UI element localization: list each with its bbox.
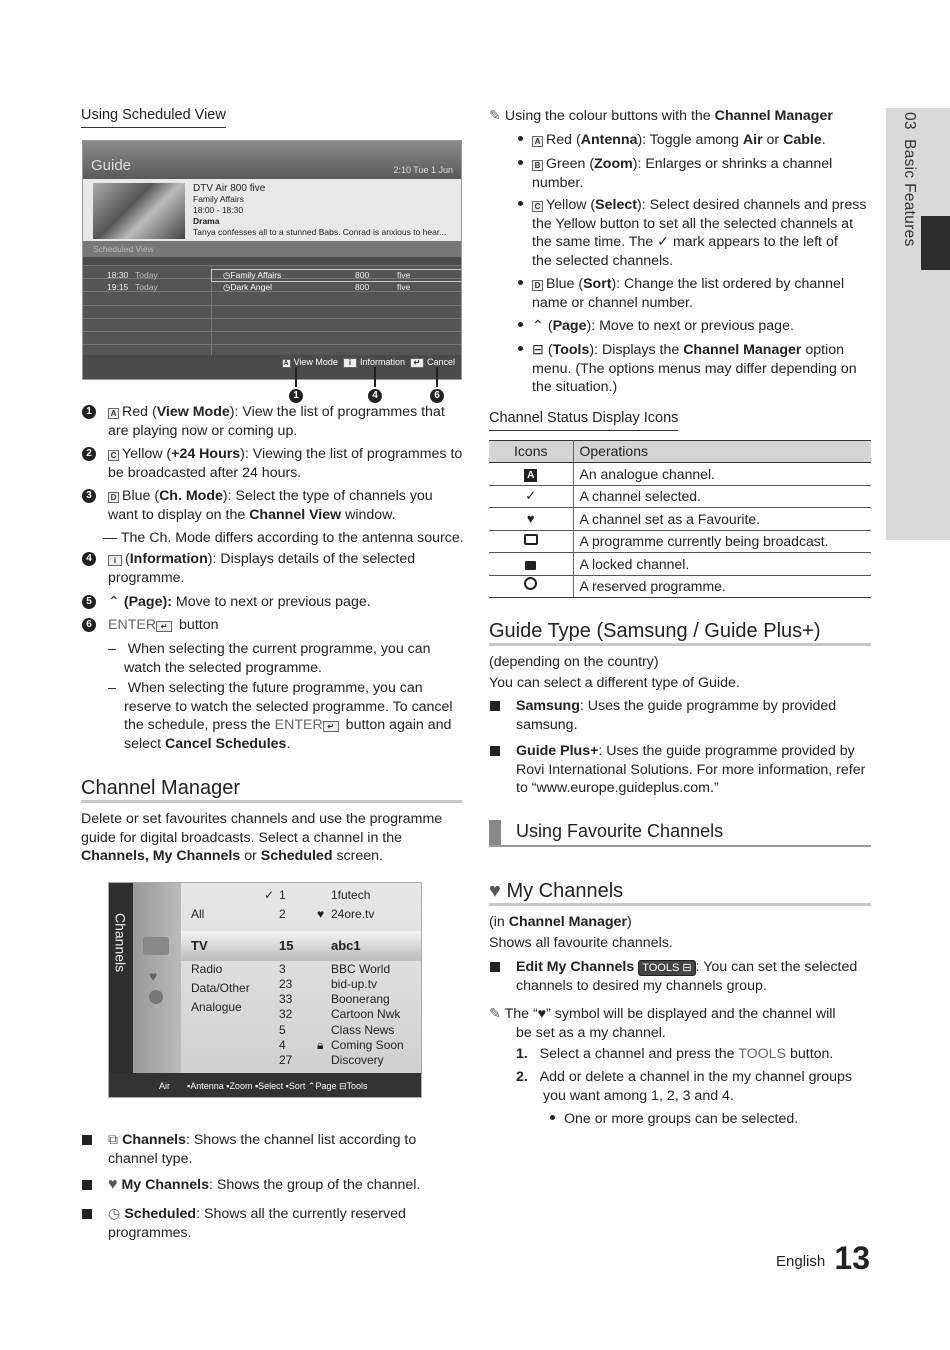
enter-sub-2: – When selecting the future programme, you can reserve to watch the selected programme. To cancel the schedule, press the ENTER ↵ button again and select Cancel Schedules.	[108, 680, 453, 752]
blue-sort-item: D Blue (Sort): Change the list ordered by channel name or channel number.	[532, 276, 845, 311]
item-number: 3	[82, 489, 96, 503]
table-row: A programme currently being broadcast.	[489, 530, 871, 553]
callout-6: 6	[430, 389, 444, 403]
note-pencil-icon: ✎	[489, 1006, 501, 1022]
green-zoom-item: B Green (Zoom): Enlarges or shrinks a channel number.	[532, 156, 833, 191]
my-channels-bullet: ♥ My Channels: Shows the group of the channel.	[108, 1176, 421, 1193]
tools-icon: ⊟	[532, 342, 544, 358]
chapter-side-tab-marker	[921, 216, 950, 270]
ch-mode-note: — The Ch. Mode differs according to the antenna source.	[103, 530, 464, 546]
channel-manager-description: Delete or set favourites channels and use the programme guide for digital broadcasts. Select a channel in the Channels, My Channels or Scheduled screen.	[81, 811, 443, 864]
my-channels-location: (in Channel Manager)	[489, 914, 632, 930]
table-row: A reserved programme.	[489, 575, 871, 598]
samsung-guide-item: Samsung: Uses the guide programme by provided samsung.	[516, 698, 837, 733]
note-pencil-icon: ✎	[489, 108, 501, 124]
heart-symbol-note: ✎ The “♥” symbol will be displayed and the channel will be set as a my channel.	[489, 1006, 836, 1041]
status-icons-table: Icons Operations A An analogue channel. ✓ A channel selected. ♥ A channel set as a Favourite. A programme currently being broadcast. A locked channel. A reserved programme.	[489, 440, 871, 598]
favourite-channels-heading: Using Favourite Channels	[516, 821, 724, 841]
guide-type-intro: You can select a different type of Guide.	[489, 675, 740, 691]
channels-bullet: ⧉ Channels: Shows the channel list according to channel type.	[108, 1132, 417, 1167]
page-language: English	[776, 1253, 826, 1270]
callout-1: 1	[289, 389, 303, 403]
clock-icon: ◷	[108, 1206, 121, 1222]
channels-icon	[143, 937, 169, 955]
schedule-row: 18:30 Today ◷Family Affairs 800 five	[107, 270, 411, 280]
sub-bullet: One or more groups can be selected.	[564, 1111, 799, 1127]
status-icons-heading: Channel Status Display Icons	[489, 409, 678, 431]
edit-my-channels-item: Edit My Channels TOOLS ⊟ : You can set the selected channels to desired my channels group.	[516, 959, 858, 994]
tools-item: ⊟ (Tools): Displays the Channel Manager option menu. (The options menus may differ depending on the situation.)	[532, 342, 857, 395]
enter-sub-1: – When selecting the current programme, you can watch the selected programme.	[108, 641, 431, 676]
my-channels-heading: ♥ My Channels	[489, 880, 624, 902]
scheduled-view-tab: Scheduled View	[83, 241, 462, 257]
callout-4: 4	[368, 389, 382, 403]
heart-icon: ♥	[489, 880, 501, 902]
guide-clock: 2:10 Tue 1 Jun	[393, 165, 453, 175]
item-number: 4	[82, 552, 96, 566]
ch-mode-description: D Blue (Ch. Mode): Select the type of channels you want to display on the Channel View window.	[108, 488, 433, 523]
channel-screen-footer: Air ▪Antenna ▪Zoom ▪Select ▪Sort ⌃Page ⊟Tools	[109, 1073, 422, 1098]
plus-24-hours-description: C Yellow (+24 Hours): Viewing the list of programmes to be broadcasted after 24 hours.	[108, 446, 463, 481]
colour-buttons-note: ✎ Using the colour buttons with the Channel Manager	[489, 108, 833, 124]
heart-icon: ♥	[489, 508, 573, 531]
table-row: A An analogue channel.	[489, 463, 871, 486]
guide-type-heading: Guide Type (Samsung / Guide Plus+)	[489, 620, 821, 642]
enter-icon: ↵	[156, 621, 172, 632]
my-channels-description: Shows all favourite channels.	[489, 935, 673, 951]
guide-screen: Guide 2:10 Tue 1 Jun DTV Air 800 five Family Affairs 18:00 - 18:30 Drama Tanya confesses all to a stunned Babs. Conrad is anxious to hear... Scheduled View 18:30 Today ◷Family Affairs 800 five 19:15 Today ◷Dark Angel 800 five A View Mode i Information ↵ Cancel	[82, 140, 462, 380]
page-description: ⌃ (Page): Move to next or previous page.	[108, 594, 371, 610]
item-number: 6	[82, 618, 96, 632]
programme-thumbnail	[93, 183, 185, 239]
item-number: 1	[82, 405, 96, 419]
item-number: 5	[82, 595, 96, 609]
red-antenna-item: A Red (Antenna): Toggle among Air or Cable.	[532, 131, 826, 150]
item-number: 2	[82, 447, 96, 461]
schedule-row: 19:15 Today ◷Dark Angel 800 five	[107, 282, 411, 292]
scheduled-view-heading: Using Scheduled View	[81, 106, 226, 128]
page-updown-icon: ⌃	[108, 594, 120, 610]
heart-icon: ♥	[108, 1176, 118, 1193]
enter-description: ENTER ↵ button	[108, 617, 219, 633]
guide-title: Guide	[91, 157, 132, 174]
scheduled-bullet: ◷ Scheduled: Shows all the currently reserved programmes.	[108, 1206, 406, 1241]
tools-badge: TOOLS ⊟	[638, 960, 695, 976]
clock-icon	[149, 990, 163, 1004]
guide-footer: A View Mode i Information ↵ Cancel	[283, 357, 455, 367]
table-row: A locked channel.	[489, 553, 871, 576]
tv-icon	[524, 534, 538, 545]
heart-icon: ♥	[537, 1006, 547, 1022]
step-1: 1. Select a channel and press the TOOLS button.	[516, 1046, 834, 1062]
channel-manager-screen: Channels ♥ All TV Radio Data/Other Analogue ✓ 1 2 15 3 23 33 32 5 4 27 ♥ 🔒︎ 1futech 24ore.tv abc1 BBC World bid-up.tv Boonerang Cartoon Nwk Class News Coming Soon Discovery Air ▪Antenna ▪Zoom ▪Select ▪Sort ⌃Page ⊟Tools	[108, 882, 422, 1098]
page-item: ⌃ (Page): Move to next or previous page.	[532, 318, 794, 334]
yellow-select-item: C Yellow (Select): Select desired channels and press the Yellow button to set all the selected channels at the same time. The ✓ mark appears to the left of the selected channels.	[532, 197, 867, 269]
chapter-side-tab-label: 03 Basic Features	[901, 112, 918, 247]
check-icon: ✓	[657, 234, 670, 250]
heart-icon: ♥	[149, 968, 158, 984]
page-number: 13	[834, 1240, 870, 1276]
table-row: ✓ A channel selected.	[489, 485, 871, 508]
view-mode-description: A Red (View Mode): View the list of programmes that are playing now or coming up.	[108, 404, 445, 439]
guide-plus-item: Guide Plus+: Uses the guide programme provided by Rovi International Solutions. For more information, refer to “www.europe.guideplus.com.”	[516, 743, 866, 796]
info-icon: i	[108, 555, 122, 566]
clock-icon	[524, 577, 537, 590]
check-icon: ✓	[489, 485, 573, 508]
page-updown-icon: ⌃	[532, 318, 544, 334]
channel-manager-heading: Channel Manager	[81, 777, 240, 799]
analogue-icon: A	[524, 469, 537, 482]
guide-type-country: (depending on the country)	[489, 654, 659, 670]
step-2: 2. Add or delete a channel in the my channel groups you want among 1, 2, 3 and 4.	[516, 1069, 853, 1104]
channels-icon: ⧉	[108, 1132, 119, 1148]
lock-icon	[525, 561, 536, 570]
information-description: i (Information): Displays details of the selected programme.	[108, 551, 416, 586]
table-row: ♥ A channel set as a Favourite.	[489, 508, 871, 531]
